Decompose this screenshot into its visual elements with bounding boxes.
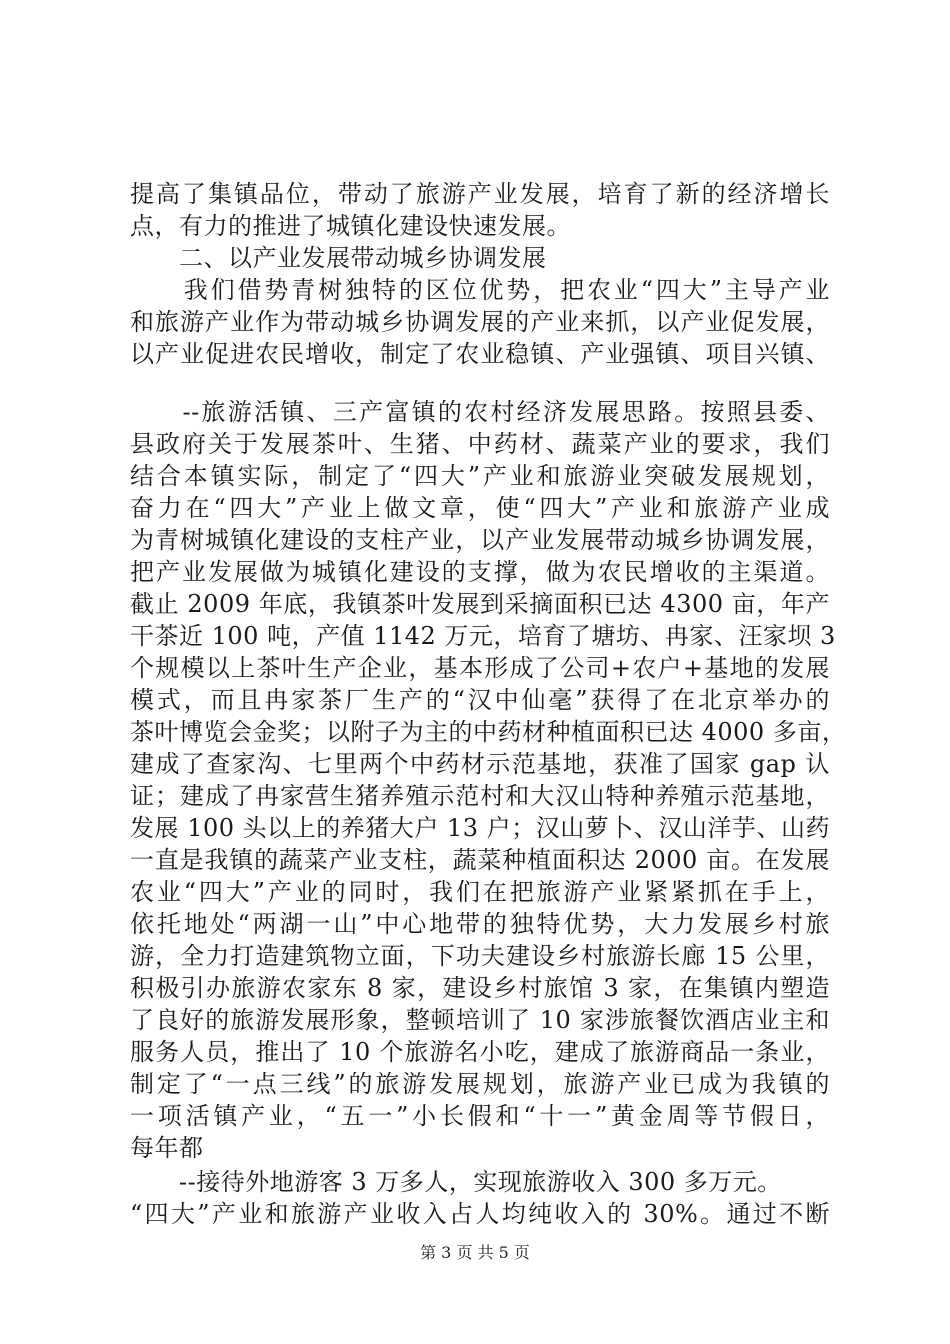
body-text-line: “四大”产业和旅游产业收入占人均纯收入的 30%。通过不断 [130, 1200, 830, 1228]
body-text-line: 茶叶博览会金奖；以附子为主的中药材种植面积已达 4000 多亩， [130, 718, 847, 746]
body-text-line: 截止 2009 年底，我镇茶叶发展到采摘面积已达 4300 亩，年产 [130, 590, 830, 618]
body-text-line: 提高了集镇品位，带动了旅游产业发展，培育了新的经济增长 [130, 180, 830, 208]
body-text-line: 我们借势青树独特的区位优势，把农业“四大”主导产业 [130, 276, 830, 304]
body-text-line: 个规模以上茶叶生产企业，基本形成了公司+农户+基地的发展 [130, 654, 830, 682]
body-text-line: 模式，而且冉家茶厂生产的“汉中仙毫”获得了在北京举办的 [130, 686, 830, 714]
section-heading: 二、以产业发展带动城乡协调发展 [130, 244, 547, 272]
body-text-line: 发展 100 头以上的养猪大户 13 户；汉山萝卜、汉山洋芋、山药 [130, 814, 830, 842]
body-text-line: 游，全力打造建筑物立面，下功夫建设乡村旅游长廊 15 公里， [130, 942, 830, 970]
body-text-line: 以产业促进农民增收，制定了农业稳镇、产业强镇、项目兴镇、 [130, 340, 830, 368]
body-text-line: 和旅游产业作为带动城乡协调发展的产业来抓，以产业促发展， [130, 308, 830, 336]
body-text-line: 结合本镇实际，制定了“四大”产业和旅游业突破发展规划， [130, 462, 830, 490]
body-text-line: 积极引办旅游农家东 8 家，建设乡村旅馆 3 家，在集镇内塑造 [130, 974, 830, 1002]
body-text-line: 干茶近 100 吨，产值 1142 万元，培育了塘坊、冉家、汪家坝 3 [130, 622, 836, 650]
body-text-line: 县政府关于发展茶叶、生猪、中药材、蔬菜产业的要求，我们 [130, 430, 830, 458]
body-text-line: 把产业发展做为城镇化建设的支撑，做为农民增收的主渠道。 [130, 558, 830, 586]
page-number-footer: 第 3 页 共 5 页 [420, 1243, 530, 1262]
body-text-line: 证；建成了冉家营生猪养殖示范村和大汉山特种养殖示范基地， [130, 782, 830, 810]
body-text-line: 制定了“一点三线”的旅游发展规划，旅游产业已成为我镇的 [130, 1070, 830, 1098]
body-text-line: 服务人员，推出了 10 个旅游名小吃，建成了旅游商品一条业， [130, 1038, 830, 1066]
body-text-line: 依托地处“两湖一山”中心地带的独特优势，大力发展乡村旅 [130, 910, 830, 938]
body-text-line: --旅游活镇、三产富镇的农村经济发展思路。按照县委、 [130, 398, 830, 426]
body-text-line: 为青树城镇化建设的支柱产业，以产业发展带动城乡协调发展， [130, 526, 830, 554]
body-text-line: --接待外地游客 3 万多人，实现旅游收入 300 多万元。 [130, 1168, 782, 1196]
body-text-line: 点，有力的推进了城镇化建设快速发展。 [130, 212, 571, 240]
body-text-line: 一项活镇产业，“五一”小长假和“十一”黄金周等节假日， [130, 1102, 830, 1130]
body-text-line: 一直是我镇的蔬菜产业支柱，蔬菜种植面积达 2000 亩。在发展 [130, 846, 830, 874]
body-text-line: 奋力在“四大”产业上做文章，使“四大”产业和旅游产业成 [130, 494, 830, 522]
body-text-line: 建成了查家沟、七里两个中药材示范基地，获准了国家 gap 认 [130, 750, 830, 778]
body-text-line: 每年都 [130, 1134, 204, 1162]
body-text-line: 农业“四大”产业的同时，我们在把旅游产业紧紧抓在手上， [130, 878, 830, 906]
body-text-line: 了良好的旅游发展形象，整顿培训了 10 家涉旅餐饮酒店业主和 [130, 1006, 830, 1034]
